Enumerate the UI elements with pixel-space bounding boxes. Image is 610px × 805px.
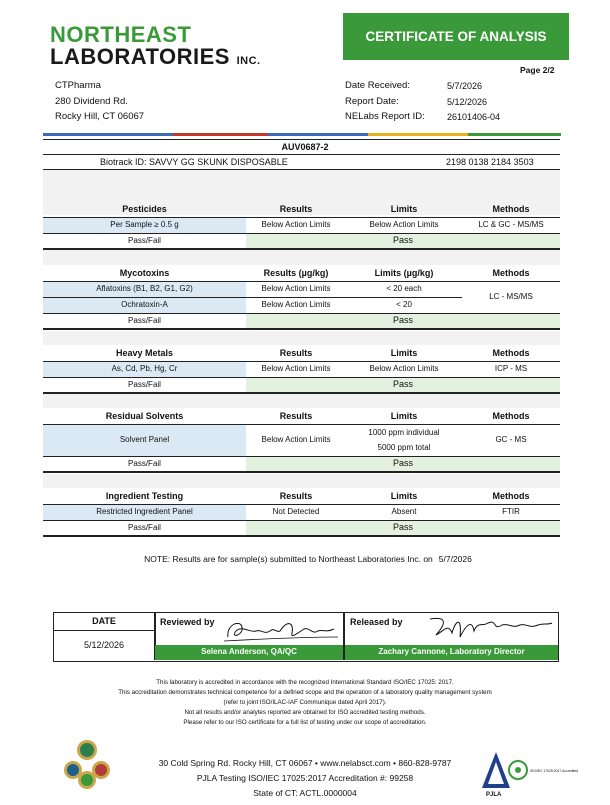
accreditation-line: (refer to joint ISO/ILAC-IAF Communique dated April 2017). xyxy=(223,699,387,706)
signature-date: 5/12/2026 xyxy=(83,639,125,650)
accreditation-line: This laboratory is accredited in accordance with the recognized International Standard ISO/IEC 17025: 2017. xyxy=(156,679,454,686)
results-header: Results xyxy=(279,347,313,358)
footer-pjla: PJLA Testing ISO/IEC 17025:2017 Accreditation #: 99258 xyxy=(196,773,414,783)
ingredient-testing-section xyxy=(43,489,560,536)
passfail-label: Pass/Fail xyxy=(128,235,161,245)
biotrack-number: 2198 0138 2184 3503 xyxy=(446,157,534,167)
report-date-value: 5/12/2026 xyxy=(447,97,488,107)
result-cell: Below Action Limits xyxy=(261,300,331,310)
pass-cell: Pass xyxy=(246,521,560,535)
limit-cell-individual: 1000 ppm individual xyxy=(368,427,440,437)
releaser-signature xyxy=(422,613,556,643)
report-id-label: NELabs Report ID: xyxy=(345,111,425,122)
heavy-metals-title: Heavy Metals xyxy=(115,347,174,358)
divider xyxy=(43,471,560,473)
reviewer-name: Selena Anderson, QA/QC xyxy=(155,645,343,660)
biotrack-id xyxy=(100,157,288,167)
pjla-badge-caption: ISO/IEC 17025:2017 Accredited xyxy=(530,769,579,773)
ingredient-testing-title: Ingredient Testing xyxy=(105,490,184,501)
pesticides-section xyxy=(43,202,560,248)
page-number: Page 2/2 xyxy=(520,65,555,75)
released-label: Released by xyxy=(350,617,403,627)
passfail-label: Pass/Fail xyxy=(128,522,161,532)
releaser-name: Zachary Cannone, Laboratory Director xyxy=(345,645,558,660)
analyte-cell: Restricted Ingredient Panel xyxy=(43,505,246,520)
logo-laboratories xyxy=(50,44,261,70)
divider xyxy=(43,392,560,394)
pass-cell: Pass xyxy=(246,234,560,248)
section-band xyxy=(43,331,560,345)
note-text: NOTE: Results are for sample(s) submitted to Northeast Laboratories Inc. on xyxy=(144,554,433,564)
result-cell: Below Action Limits xyxy=(261,364,331,374)
color-bar-blue-2 xyxy=(268,133,368,136)
accreditation-line: Not all results and/or analytes reported are obtained for ISO accredited testing methods. xyxy=(184,709,426,716)
reviewed-label: Reviewed by xyxy=(160,617,215,627)
footer-state: State of CT: ACTL.0000004 xyxy=(253,788,357,798)
footer-address: 30 Cold Spring Rd. Rocky Hill, CT 06067 • www.nelabsct.com • 860-828-9787 xyxy=(158,758,452,768)
analyte-cell: As, Cd, Pb, Hg, Cr xyxy=(43,362,246,377)
section-band xyxy=(43,249,560,265)
report-date-label: Report Date: xyxy=(345,96,399,107)
color-bar-red xyxy=(173,133,268,136)
pjla-badge-text: PJLA xyxy=(486,792,502,798)
note-date: 5/7/2026 xyxy=(438,554,472,564)
method-cell: FTIR xyxy=(502,507,520,517)
limit-cell: Below Action Limits xyxy=(369,220,439,230)
divider xyxy=(43,248,560,250)
limits-header: Limits xyxy=(390,490,418,501)
divider xyxy=(43,535,560,537)
biotrack-name: SAVVY GG SKUNK DISPOSABLE xyxy=(149,157,288,167)
limit-cell: < 20 xyxy=(396,300,412,310)
limits-header: Limits xyxy=(390,347,418,358)
accreditation-line: Please refer to our ISO certificate for a full list of testing under our scope of accreditation. xyxy=(183,719,427,726)
limits-header: Limits xyxy=(390,410,418,421)
method-cell: LC - MS/MS xyxy=(489,292,533,302)
date-received-label: Date Received: xyxy=(345,80,410,91)
color-bar-green xyxy=(468,133,561,136)
results-header: Results xyxy=(279,203,313,214)
date-label: DATE xyxy=(92,615,116,626)
limit-cell-total: 5000 ppm total xyxy=(377,442,431,452)
client-city: Rocky Hill, CT 06067 xyxy=(55,111,145,122)
passfail-label: Pass/Fail xyxy=(128,458,161,468)
logo-inc: INC. xyxy=(236,55,261,67)
signature-box xyxy=(53,612,559,662)
color-bar-yellow xyxy=(368,133,468,136)
method-cell: LC & GC - MS/MS xyxy=(478,220,544,230)
result-cell: Below Action Limits xyxy=(261,435,331,445)
pesticides-title: Pesticides xyxy=(122,203,167,214)
divider xyxy=(43,139,560,140)
logo-laboratories-text: LABORATORIES xyxy=(50,44,230,69)
results-header: Results xyxy=(279,490,313,501)
divider xyxy=(43,328,560,330)
accreditation-line: This accreditation demonstrates technical competence for a defined scope and the operation of a laboratory quality management system xyxy=(118,689,492,696)
residual-solvents-section xyxy=(43,409,560,473)
mycotoxins-section xyxy=(43,266,560,330)
method-cell: GC - MS xyxy=(495,435,527,445)
limits-header: Limits xyxy=(390,203,418,214)
section-band xyxy=(43,394,560,408)
divider xyxy=(43,154,560,155)
limits-header: Limits (µg/kg) xyxy=(374,267,434,278)
result-cell: Below Action Limits xyxy=(261,220,331,230)
pass-cell: Pass xyxy=(246,378,560,392)
color-bar-blue xyxy=(43,133,173,136)
methods-header: Methods xyxy=(492,203,530,214)
residual-solvents-title: Residual Solvents xyxy=(105,410,184,421)
methods-header: Methods xyxy=(492,410,530,421)
section-band xyxy=(43,474,560,488)
pass-cell: Pass xyxy=(246,314,560,328)
result-cell: Below Action Limits xyxy=(261,284,331,294)
client-name: CTPharma xyxy=(55,80,101,91)
logo-northeast: NORTHEAST xyxy=(50,22,192,47)
limit-cell: Below Action Limits xyxy=(369,364,439,374)
certificate-title: CERTIFICATE OF ANALYSIS xyxy=(343,13,569,60)
date-received-value: 5/7/2026 xyxy=(447,81,483,91)
client-street: 280 Dividend Rd. xyxy=(55,96,128,107)
passfail-label: Pass/Fail xyxy=(128,379,161,389)
results-header: Results xyxy=(279,410,313,421)
analyte-cell: Aflatoxins (B1, B2, G1, G2) xyxy=(43,282,246,297)
result-cell: Not Detected xyxy=(272,507,320,517)
method-cell: ICP - MS xyxy=(494,364,528,374)
pass-cell: Pass xyxy=(246,457,560,471)
methods-header: Methods xyxy=(492,267,530,278)
methods-header: Methods xyxy=(492,347,530,358)
reviewer-signature xyxy=(222,615,340,645)
results-header: Results (µg/kg) xyxy=(263,267,329,278)
heavy-metals-section xyxy=(43,346,560,393)
report-id-value: 26101406-04 xyxy=(447,112,501,122)
analyte-cell: Ochratoxin-A xyxy=(43,298,246,313)
pjla-logo xyxy=(478,748,579,798)
biotrack-label: Biotrack ID: xyxy=(100,157,147,167)
methods-header: Methods xyxy=(492,490,530,501)
analyte-cell: Solvent Panel xyxy=(43,425,246,456)
limit-cell: < 20 each xyxy=(386,284,422,294)
mycotoxins-title: Mycotoxins xyxy=(119,267,170,278)
limit-cell: Absent xyxy=(391,507,417,517)
passfail-label: Pass/Fail xyxy=(128,315,161,325)
sample-id: AUV0687-2 xyxy=(281,142,329,152)
analyte-cell: Per Sample ≥ 0.5 g xyxy=(43,218,246,233)
results-note xyxy=(0,554,610,564)
